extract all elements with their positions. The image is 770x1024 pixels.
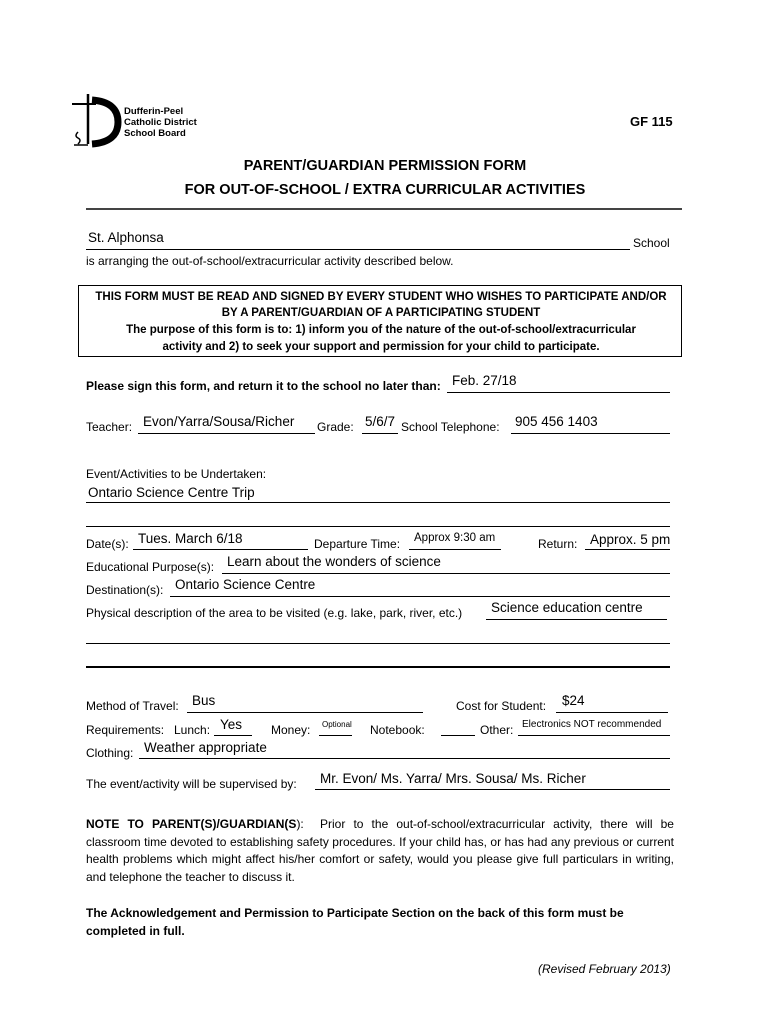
return-by-field[interactable]: Feb. 27/18 <box>452 373 517 388</box>
money-line <box>319 735 352 736</box>
note-heading: NOTE TO PARENT(S)/GUARDIAN(S <box>86 817 297 831</box>
school-suffix-label: School <box>633 236 670 250</box>
teacher-field[interactable]: Evon/Yarra/Sousa/Richer <box>143 414 295 429</box>
destination-field[interactable]: Ontario Science Centre <box>175 577 316 592</box>
supervised-field[interactable]: Mr. Evon/ Ms. Yarra/ Mrs. Sousa/ Ms. Richer <box>320 771 586 786</box>
clothing-line <box>139 758 670 759</box>
departure-line <box>409 549 501 550</box>
grade-label: Grade: <box>317 420 354 434</box>
notice-line-3: The purpose of this form is to: 1) inform you of the nature of the out-of-school/extracurricular <box>126 324 636 336</box>
physical-line <box>486 619 667 620</box>
destination-line <box>170 596 670 597</box>
supervised-line <box>315 789 670 790</box>
board-emblem-icon <box>66 92 126 152</box>
acknowledgement-text: The Acknowledgement and Permission to Participate Section on the back of this form must be completed in full. <box>86 906 624 938</box>
note-body: Prior to the out-of-school/extracurricular activity, there will be classroom time devoted to establishing safety procedures. If your child has, or has had any previous or current health problems which might affect his/her comfort or safety, would you please give full particulars in writing, and telephone the teacher to discuss it. <box>86 817 674 884</box>
logo-line-1: Dufferin-Peel <box>124 106 184 117</box>
note-heading-end: ): <box>296 817 304 831</box>
event-field[interactable]: Ontario Science Centre Trip <box>88 485 255 500</box>
title-divider <box>86 208 682 210</box>
money-label: Money: <box>271 723 311 737</box>
return-by-line <box>447 392 670 393</box>
teacher-line <box>138 433 315 434</box>
departure-label: Departure Time: <box>314 537 401 551</box>
parent-note <box>86 816 674 886</box>
school-board-logo <box>66 92 198 152</box>
notice-line-4: activity and 2) to seek your support and permission for your child to participate. <box>162 341 600 353</box>
physical-line-2 <box>86 643 670 644</box>
physical-label: Physical description of the area to be visited (e.g. lake, park, river, etc.) <box>86 606 463 620</box>
cost-line <box>556 712 668 713</box>
grade-line <box>362 433 398 434</box>
lunch-label: Lunch: <box>174 723 211 737</box>
teacher-label: Teacher: <box>86 420 133 434</box>
clothing-label: Clothing: <box>86 746 134 760</box>
event-line-2 <box>86 526 670 527</box>
travel-label: Method of Travel: <box>86 699 179 713</box>
return-by-label: Please sign this form, and return it to the school no later than: <box>86 379 441 393</box>
other-line <box>518 735 670 736</box>
physical-field[interactable]: Science education centre <box>491 600 643 615</box>
school-phone-field[interactable]: 905 456 1403 <box>515 414 598 429</box>
event-label: Event/Activities to be Undertaken: <box>86 467 267 481</box>
dates-label: Date(s): <box>86 537 129 551</box>
logo-line-2: Catholic District <box>124 117 197 128</box>
dates-line <box>133 549 308 550</box>
purpose-line <box>222 573 670 574</box>
supervised-label: The event/activity will be supervised by: <box>86 777 297 791</box>
dates-field[interactable]: Tues. March 6/18 <box>138 531 243 546</box>
money-field[interactable]: Optional <box>322 720 352 729</box>
departure-field[interactable]: Approx 9:30 am <box>414 532 496 544</box>
requirements-label: Requirements: <box>86 723 165 737</box>
logo-line-3: School Board <box>124 128 186 139</box>
form-title-line-1: PARENT/GUARDIAN PERMISSION FORM <box>243 158 527 174</box>
arranging-text: is arranging the out-of-school/extracurricular activity described below. <box>86 254 454 268</box>
form-title-line-2: FOR OUT-OF-SCHOOL / EXTRA CURRICULAR ACTIVITIES <box>184 182 586 198</box>
travel-field[interactable]: Bus <box>192 693 216 708</box>
notebook-line <box>441 735 475 736</box>
return-time-line <box>585 549 670 550</box>
school-name-field[interactable]: St. Alphonsa <box>88 230 164 245</box>
revised-date: (Revised February 2013) <box>538 962 671 976</box>
notice-box <box>78 285 682 357</box>
return-time-label: Return: <box>538 537 578 551</box>
return-time-field[interactable]: Approx. 5 pm <box>590 532 671 547</box>
other-field[interactable]: Electronics NOT recommended <box>522 719 662 730</box>
travel-line <box>187 712 423 713</box>
school-phone-label: School Telephone: <box>401 420 500 434</box>
school-phone-line <box>511 433 670 434</box>
notebook-label: Notebook: <box>370 723 425 737</box>
purpose-label: Educational Purpose(s): <box>86 560 215 574</box>
notice-line-2: BY A PARENT/GUARDIAN OF A PARTICIPATING STUDENT <box>221 307 541 319</box>
event-line-1 <box>86 502 670 503</box>
lunch-line <box>214 735 252 736</box>
clothing-field[interactable]: Weather appropriate <box>144 740 267 755</box>
school-name-line <box>86 249 630 250</box>
form-code: GF 115 <box>630 114 673 129</box>
cost-label: Cost for Student: <box>456 699 547 713</box>
lunch-field[interactable]: Yes <box>220 717 243 732</box>
grade-field[interactable]: 5/6/7 <box>365 414 396 429</box>
purpose-field[interactable]: Learn about the wonders of science <box>227 554 441 569</box>
destination-label: Destination(s): <box>86 583 164 597</box>
other-label: Other: <box>480 723 514 737</box>
cost-field[interactable]: $24 <box>562 693 585 708</box>
physical-line-3 <box>86 666 670 668</box>
notice-line-1: THIS FORM MUST BE READ AND SIGNED BY EVERY STUDENT WHO WISHES TO PARTICIPATE AND/OR <box>95 291 667 303</box>
